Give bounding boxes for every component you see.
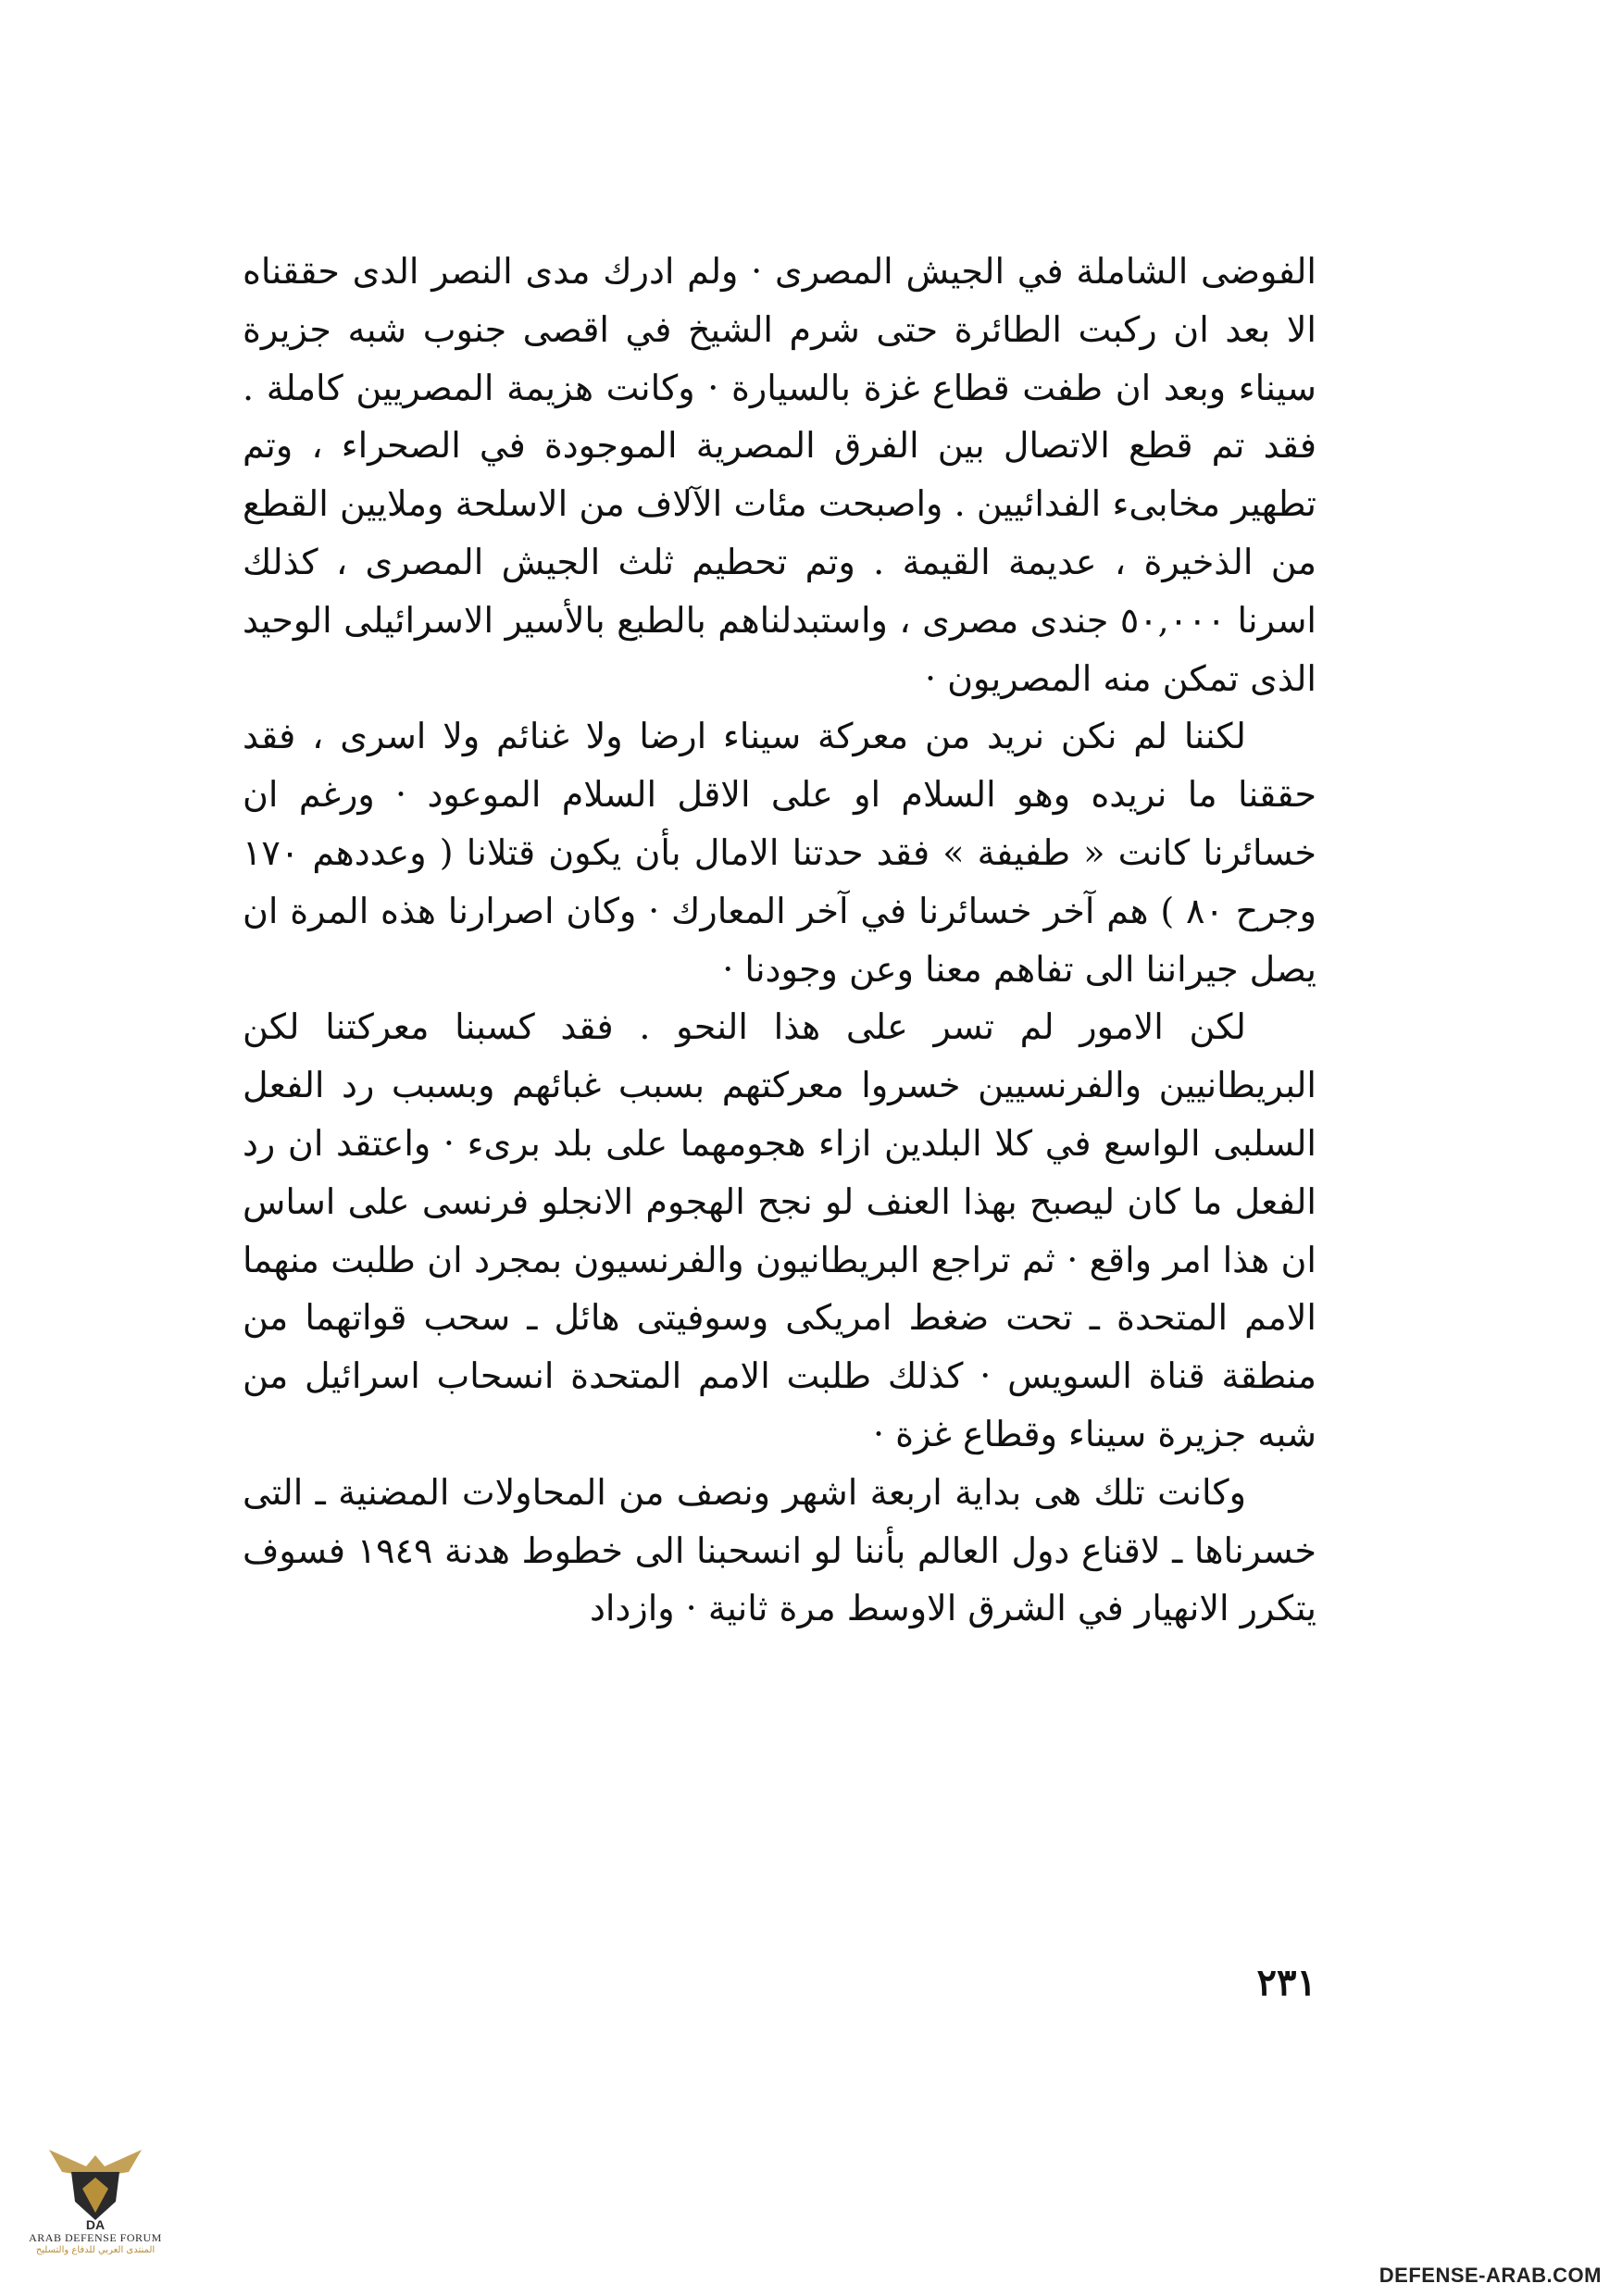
site-url: DEFENSE-ARAB.COM bbox=[1379, 2264, 1602, 2287]
paragraph bbox=[243, 707, 1316, 998]
text-line: ( وعددهم ١٧٠ وجرح ٨٠ ) هم آخر خسائرنا في آخر المعارك · وكان bbox=[243, 831, 1316, 931]
text-line: المتحدة انسحاب اسرائيل من شبه جزيرة سيناء وقطاع غزة · bbox=[243, 1355, 1316, 1454]
text-line: اصرارنا هذه المرة ان يصل جيراننا الى تفاهم معنا وعن وجودنا · bbox=[243, 890, 1316, 990]
text-line: الفعل السلبى الواسع في كلا البلدين ازاء هجومهما على بلد برىء · bbox=[243, 1065, 1316, 1164]
text-line: الاسلحة وملايين القطع من الذخيرة ، عديمة القيمة . وتم تحطيم ثلث bbox=[243, 483, 1316, 582]
text-line: الصحراء ، وتم تطهير مخابىء الفدائيين . واصبحت مئات الآلاف من bbox=[243, 425, 1316, 525]
text-line: فرنسى على اساس ان هذا امر واقع · ثم تراجع البريطانيون والفرنسيون bbox=[243, 1180, 1316, 1280]
forum-caption-ar: المنتدى العربي للدفاع والتسليح bbox=[35, 2245, 156, 2255]
text-line: الجيش المصرى ، كذلك اسرنا ٥٠,٠٠٠ جندى مصرى ، واستبدلناهم bbox=[243, 541, 1316, 641]
text-line: ١٩٤٩ فسوف يتكرر الانهيار في الشرق الاوسط مرة ثانية · وازداد bbox=[243, 1529, 1316, 1629]
paragraph bbox=[243, 1464, 1316, 1638]
text-line: لكن الامور لم تسر على هذا النحو . فقد كسبنا معركتنا لكن bbox=[243, 1006, 1246, 1048]
forum-logo-text: DA bbox=[85, 2217, 106, 2231]
text-line: وكانت تلك هى بداية اربعة اشهر ونصف من المحاولات المضنية ـ bbox=[315, 1471, 1246, 1513]
forum-caption-en: ARAB DEFENSE FORUM bbox=[29, 2231, 162, 2244]
paragraph bbox=[243, 998, 1316, 1463]
text-line: لكننا لم نكن نريد من معركة سيناء ارضا ولا غنائم ولا اسرى ، bbox=[312, 716, 1246, 757]
text-line: واعتقد ان رد الفعل ما كان ليصبح بهذا العنف لو نجح الهجوم الانجلو bbox=[243, 1122, 1316, 1222]
text-line: بالطبع بالأسير الاسرائيلى الوحيد الذى تمكن منه المصريون · bbox=[243, 599, 1316, 699]
text-line: البريطانيين والفرنسيين خسروا معركتهم بسبب غبائهم وبسبب رد bbox=[342, 1065, 1316, 1106]
paragraph bbox=[243, 243, 1316, 707]
text-line: المصريين كاملة . فقد تم قطع الاتصال بين الفرق المصرية الموجودة في bbox=[243, 367, 1316, 467]
forum-logo-icon bbox=[40, 2129, 151, 2231]
text-line: حققناه الا بعد ان ركبت الطائرة حتى شرم الشيخ في اقصى جنوب bbox=[243, 251, 1316, 350]
body-text bbox=[243, 243, 1316, 1638]
text-line: الفوضى الشاملة في الجيش المصرى · ولم ادرك مدى النصر الدى bbox=[352, 251, 1316, 292]
page-number: ٢٣١ bbox=[1256, 1961, 1316, 2004]
text-line: شبه جزيرة سيناء وبعد ان طفت قطاع غزة بالسيارة · وكانت هزيمة bbox=[243, 308, 1316, 408]
text-line: خسائرنا كانت « طفيفة » فقد حدتنا الامال بأن يكون قتلانا bbox=[466, 831, 1316, 873]
text-line: التى خسرناها ـ لاقناع دول العالم بأننا لو انسحبنا الى خطوط هدنة bbox=[243, 1471, 1317, 1571]
text-line: بمجرد ان طلبت منهما الامم المتحدة ـ تحت ضغط امريكى وسوفيتى bbox=[243, 1239, 1316, 1339]
text-line: هائل ـ سحب قواتهما من منطقة قناة السويس · كذلك طلبت الامم bbox=[243, 1297, 1316, 1397]
forum-watermark bbox=[26, 2129, 165, 2287]
text-line: فقد حققنا ما نريده وهو السلام او على الاقل السلام الموعود · ورغم ان bbox=[243, 716, 1316, 816]
